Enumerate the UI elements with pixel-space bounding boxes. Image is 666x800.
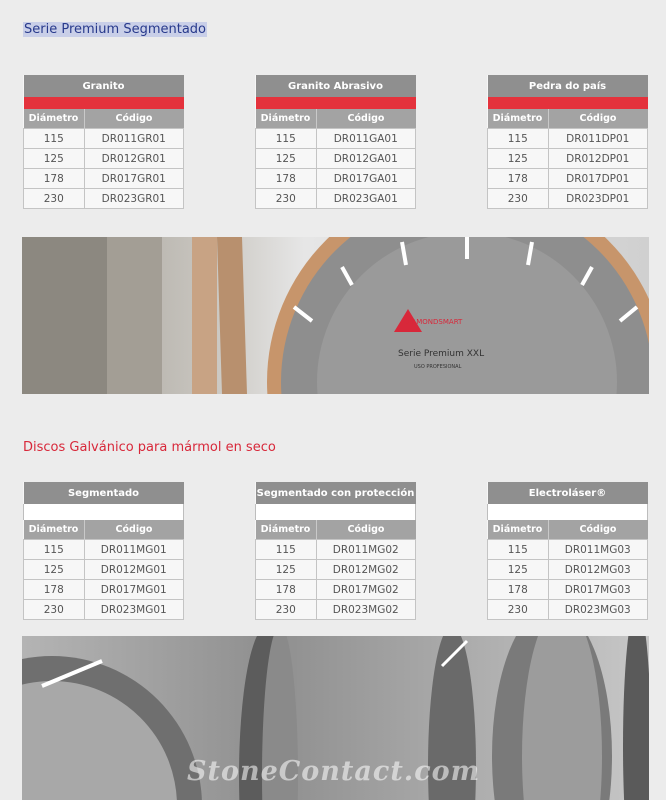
cell-diameter: 125 <box>24 560 85 580</box>
cell-diameter: 125 <box>24 149 85 169</box>
table-electrolaser <box>487 482 648 620</box>
column-header-diameter: Diámetro <box>488 520 549 540</box>
table-row <box>488 560 648 580</box>
table-row <box>488 189 648 209</box>
cell-code: DR012MG01 <box>84 560 184 580</box>
cell-code: DR017MG02 <box>316 580 416 600</box>
table-granito-abrasivo <box>255 75 416 209</box>
table-row <box>256 149 416 169</box>
cell-code: DR012MG02 <box>316 560 416 580</box>
cell-diameter: 178 <box>24 169 85 189</box>
table-row <box>488 149 648 169</box>
table-row <box>24 580 184 600</box>
table-title: Segmentado con protección <box>256 482 416 504</box>
table-row <box>256 600 416 620</box>
table-row <box>24 560 184 580</box>
table-row <box>24 149 184 169</box>
column-header-code: Código <box>84 109 184 129</box>
cell-code: DR023DP01 <box>548 189 648 209</box>
cell-diameter: 115 <box>24 540 85 560</box>
cell-code: DR017GR01 <box>84 169 184 189</box>
table-title: Granito Abrasivo <box>256 75 416 97</box>
cell-code: DR012DP01 <box>548 149 648 169</box>
table-pedra-do-pais <box>487 75 648 209</box>
cell-diameter: 115 <box>24 129 85 149</box>
cell-code: DR011GR01 <box>84 129 184 149</box>
table-title: Pedra do país <box>488 75 648 97</box>
table-row <box>24 189 184 209</box>
table-row <box>256 560 416 580</box>
cell-code: DR017DP01 <box>548 169 648 189</box>
cell-diameter: 115 <box>488 129 549 149</box>
table-row <box>24 600 184 620</box>
cell-diameter: 178 <box>24 580 85 600</box>
cell-diameter: 125 <box>256 560 317 580</box>
cell-diameter: 230 <box>24 189 85 209</box>
table-row <box>24 129 184 149</box>
cell-code: DR012GR01 <box>84 149 184 169</box>
cell-diameter: 230 <box>24 600 85 620</box>
cell-code: DR023GR01 <box>84 189 184 209</box>
cell-diameter: 230 <box>488 189 549 209</box>
column-header-diameter: Diámetro <box>24 109 85 129</box>
table-title: Granito <box>24 75 184 97</box>
blank-band <box>24 504 184 520</box>
accent-band <box>24 97 184 109</box>
cell-code: DR011GA01 <box>316 129 416 149</box>
cell-diameter: 125 <box>488 560 549 580</box>
accent-band <box>256 97 416 109</box>
cell-diameter: 115 <box>256 129 317 149</box>
cell-diameter: 125 <box>488 149 549 169</box>
blank-band <box>488 504 648 520</box>
cell-code: DR011DP01 <box>548 129 648 149</box>
column-header-code: Código <box>84 520 184 540</box>
cell-code: DR023MG02 <box>316 600 416 620</box>
cell-diameter: 125 <box>256 149 317 169</box>
column-header-diameter: Diámetro <box>24 520 85 540</box>
table-row <box>488 169 648 189</box>
cell-code: DR017MG03 <box>548 580 648 600</box>
table-segmentado <box>23 482 184 620</box>
table-row <box>488 540 648 560</box>
blade-illustration <box>22 237 649 394</box>
cell-diameter: 178 <box>488 580 549 600</box>
cell-code: DR017MG01 <box>84 580 184 600</box>
table-row <box>24 169 184 189</box>
column-header-code: Código <box>548 109 648 129</box>
cell-code: DR023MG01 <box>84 600 184 620</box>
table-row <box>256 129 416 149</box>
table-row <box>488 600 648 620</box>
cell-code: DR023MG03 <box>548 600 648 620</box>
table-row <box>256 169 416 189</box>
blank-band <box>256 504 416 520</box>
table-row <box>256 540 416 560</box>
section-title-galvanico: Discos Galvánico para mármol en seco <box>23 440 276 455</box>
table-segmentado-proteccion <box>255 482 416 620</box>
table-row <box>488 129 648 149</box>
section-title-premium: Serie Premium Segmentado <box>24 22 206 37</box>
brand-logo-text: DIAMONDSMART <box>404 318 463 326</box>
cell-code: DR012GA01 <box>316 149 416 169</box>
column-header-diameter: Diámetro <box>256 109 317 129</box>
cell-code: DR023GA01 <box>316 189 416 209</box>
column-header-code: Código <box>548 520 648 540</box>
cell-diameter: 230 <box>488 600 549 620</box>
cell-diameter: 230 <box>256 189 317 209</box>
cell-code: DR011MG01 <box>84 540 184 560</box>
blade-series-label: Serie Premium XXL <box>398 349 485 359</box>
watermark: StoneContact.com <box>187 756 481 787</box>
cell-code: DR011MG03 <box>548 540 648 560</box>
cell-diameter: 115 <box>488 540 549 560</box>
cell-diameter: 178 <box>256 580 317 600</box>
column-header-code: Código <box>316 109 416 129</box>
table-title: Electroláser® <box>488 482 648 504</box>
cell-code: DR012MG03 <box>548 560 648 580</box>
table-granito <box>23 75 184 209</box>
column-header-diameter: Diámetro <box>256 520 317 540</box>
galvanic-discs-photo <box>22 636 649 800</box>
cell-diameter: 178 <box>488 169 549 189</box>
cell-diameter: 230 <box>256 600 317 620</box>
table-title: Segmentado <box>24 482 184 504</box>
premium-blade-photo <box>22 237 649 394</box>
accent-band <box>488 97 648 109</box>
cell-code: DR011MG02 <box>316 540 416 560</box>
table-row <box>256 580 416 600</box>
cell-code: DR017GA01 <box>316 169 416 189</box>
table-row <box>256 189 416 209</box>
cell-diameter: 178 <box>256 169 317 189</box>
column-header-diameter: Diámetro <box>488 109 549 129</box>
column-header-code: Código <box>316 520 416 540</box>
table-row <box>24 540 184 560</box>
blade-sub-label: USO PROFESIONAL <box>414 364 462 370</box>
table-row <box>488 580 648 600</box>
cell-diameter: 115 <box>256 540 317 560</box>
